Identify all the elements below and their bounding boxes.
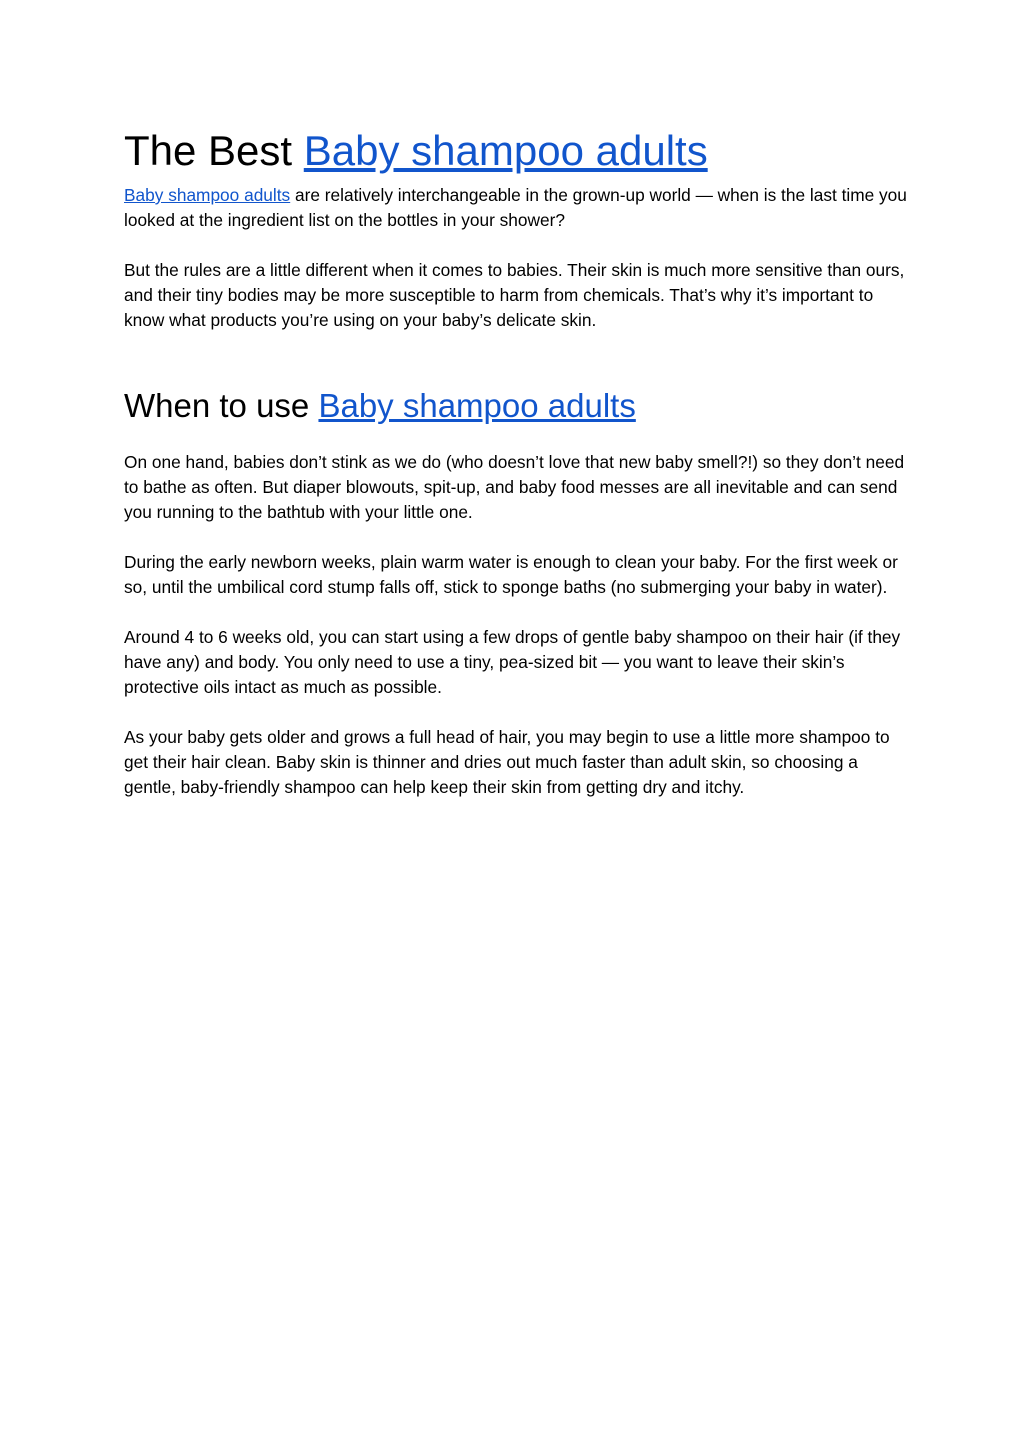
paragraph-four-to-six-weeks: Around 4 to 6 weeks old, you can start using a few drops of gentle baby shampoo on their hair (if they have any) and body. You only need to use a tiny, pea-sized bit — you want to leave their skin’s protective oils intact as much as possible.: [124, 627, 901, 697]
document-content: [124, 122, 914, 825]
page-title-link[interactable]: Baby shampoo adults: [303, 127, 708, 174]
page-title-prefix: The Best: [124, 127, 304, 174]
section-heading-prefix: When to use: [124, 387, 319, 424]
rules-paragraph: But the rules are a little different when it comes to babies. Their skin is much more sensitive than ours, and their tiny bodies may be more susceptible to harm from chemicals. That’s why it’s important to know what products you’re using on your baby’s delicate skin.: [124, 260, 905, 330]
paragraph-newborn-weeks: During the early newborn weeks, plain warm water is enough to clean your baby. For the first week or so, until the umbilical cord stump falls off, stick to sponge baths (no submerging your baby in water).: [124, 552, 898, 597]
intro-link[interactable]: Baby shampoo adults: [124, 185, 291, 205]
intro-paragraph: [124, 183, 914, 233]
paragraph-bathing-frequency: On one hand, babies don’t stink as we do (who doesn’t love that new baby smell?!) so they don’t need to bathe as often. But diaper blowouts, spit-up, and baby food messes are all inevitable and can send you running to the bathtub with your little one.: [124, 452, 905, 522]
intro-text: are relatively interchangeable in the grown-up world — when is the last time you looked at the ingredient list on the bottles in your shower?: [124, 185, 907, 230]
paragraph-older-baby: As your baby gets older and grows a full head of hair, you may begin to use a little more shampoo to get their hair clean. Baby skin is thinner and dries out much faster than adult skin, so choosing a gentle, baby-friendly shampoo can help keep their skin from getting dry and itchy.: [124, 727, 890, 797]
section-heading-link[interactable]: Baby shampoo adults: [318, 387, 636, 424]
page-title: [124, 122, 914, 180]
section-heading: [124, 383, 914, 429]
